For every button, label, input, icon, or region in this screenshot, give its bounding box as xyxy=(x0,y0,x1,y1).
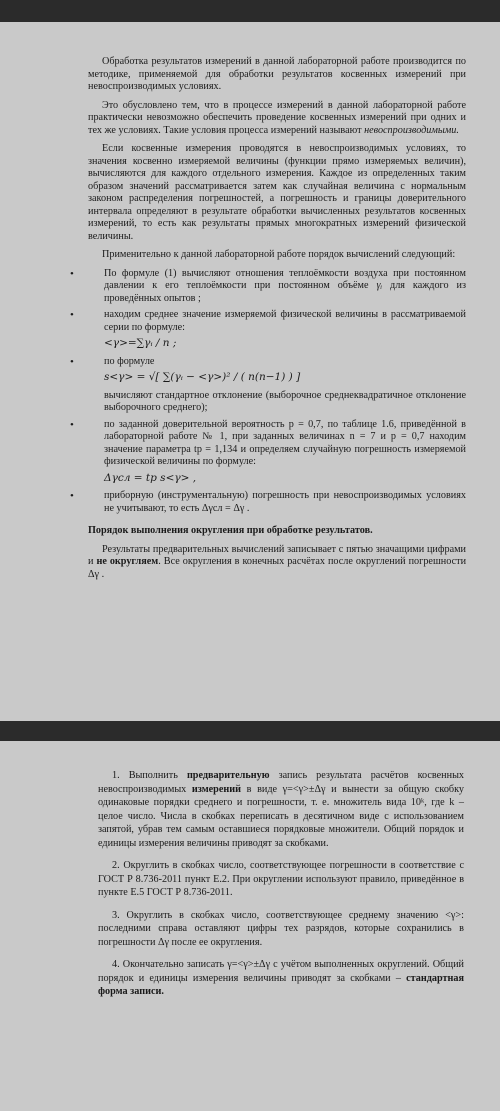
document-page-2 xyxy=(0,741,500,1111)
list-item-text: по заданной доверительной вероятность p = 0,7, по таблице 1.6, приведённой в лабораторной работе № 1, при заданных величинах n = 7 и p = 0,7 находим значение параметра tp = 1,134 и определяем случайную погрешность измеряемой физической величины по формуле: xyxy=(104,418,466,467)
paragraph-rounding xyxy=(88,544,466,582)
step-text: 4. Окончательно записать γ=<γ>±Δγ с учётом выполненных округлений. Общий порядок и единицы измерения величины приводят за скобками – xyxy=(98,959,464,984)
step-text: запись результата расчётов косвенных невоспроизводимых xyxy=(98,770,465,795)
list-item-text: по формуле xyxy=(104,355,155,367)
paragraph-method: Если косвенные измерения проводятся в невоспроизводимых условиях, то значения косвенно измеряемой величины (функции прямо измеряемых величин), вычисляются для каждого отдельного измерения. Каждое из определенных таким образом значений рассматривается затем как случайная величина с нормальным законом распределения погрешностей, а погрешность и границы доверительного интервала определяют в результате обработки вычисленных результатов косвенных измерений, то есть как результаты прямых многократных измерений физической величины. xyxy=(88,143,466,242)
paragraph-intro: Обработка результатов измерений в данной лабораторной работе производится по методике, применяемой для обработки результатов косвенных измерений при невоспроизводимых условиях. xyxy=(88,56,466,92)
term-nonreproducible: невоспроизводимыми. xyxy=(364,124,459,136)
list-item-text: приборную (инструментальную) погрешность при невоспроизводимых условиях не учитывают, то есть Δγсл = Δγ . xyxy=(104,490,466,514)
step-2: 2. Округлить в скобках число, соответствующее погрешности в соответствие с ГОСТ Р 8.736-2011 пункт Е.2. При округлении используют правило, приведённое в пункте Е.5 ГОСТ Р 8.736-2011. xyxy=(98,860,464,898)
bold-text: не округляем xyxy=(96,556,159,567)
step-text: 1. Выполнить xyxy=(112,770,187,781)
list-item xyxy=(70,355,466,415)
list-item xyxy=(70,309,466,350)
formula-random-error: Δγсл = tp s<γ> , xyxy=(104,471,197,484)
bullet-icon: • xyxy=(70,267,74,280)
bullet-icon: • xyxy=(70,418,74,431)
list-item-text: находим среднее значение измеряемой физической величины в рассматриваемой серии по формуле: xyxy=(104,309,466,333)
step-4 xyxy=(98,958,464,999)
calc-steps-list xyxy=(70,267,466,516)
list-item-text: для каждого из проведённых опытов ; xyxy=(104,280,466,304)
step-3: 3. Округлить в скобках число, соответствующее среднему значению <γ>: последними справа оставляют цифры тех разрядов, которые сохранились в погрешности Δγ после ее округления. xyxy=(98,909,464,948)
step-1 xyxy=(98,769,464,850)
step-text: в виде γ=<γ>±Δγ и вынести за общую скобку одинаковые порядки среднего и погрешности, т. е. множитель вида 10ᵏ, где k – целое число. Числа в скобках переписать в десятичном виде с использованием запятой, убрав тем самым оставшиеся порядковые множители. Общий порядок и единицы измерения величины приводят за скобками. xyxy=(98,783,464,849)
formula-std-dev: s<γ> = √[ ∑(γᵢ − <γ>)² / ( n(n−1) ) ] xyxy=(104,371,301,383)
formula-mean: <γ>=∑γᵢ / n ; xyxy=(104,337,177,349)
paragraph-text: Результаты предварительных вычислений записывает с пятью значащими цифрами и xyxy=(88,543,466,567)
bullet-icon: • xyxy=(70,490,74,502)
list-item xyxy=(70,490,466,515)
gamma-symbol: γᵢ xyxy=(376,280,383,291)
paragraph-conditions xyxy=(88,100,466,138)
bold-text: измерений xyxy=(191,783,241,795)
paragraph-conditions-text: Это обусловлено тем, что в процессе измерений в данной лабораторной работе практически невозможно обеспечить проведение косвенных измерений при одних и тех же условиях. Такие условия процесса измерений называют xyxy=(88,99,466,136)
list-item-text: вычисляют стандартное отклонение (выборочное среднеквадратичное отклонение выборочного среднего); xyxy=(104,389,466,413)
list-item xyxy=(70,267,466,306)
paragraph-order: Применительно к данной лабораторной работе порядок вычислений следующий: xyxy=(102,249,456,260)
bullet-icon: • xyxy=(70,355,74,368)
document-page-1 xyxy=(0,22,500,721)
section-heading: Порядок выполнения округления при обработке результатов. xyxy=(88,525,373,536)
paragraph-text: . Все округления в конечных расчётах после округлений погрешности Δγ . xyxy=(88,556,467,580)
list-item-text: По формуле (1) вычисляют отношения теплоёмкости воздуха при постоянном давлении к его теплоёмкости при постоянном объёме xyxy=(104,267,466,291)
bullet-icon: • xyxy=(70,309,74,321)
bold-text: предварительную xyxy=(186,770,270,781)
bold-text: стандартная форма записи. xyxy=(98,972,464,997)
list-item xyxy=(70,418,466,485)
